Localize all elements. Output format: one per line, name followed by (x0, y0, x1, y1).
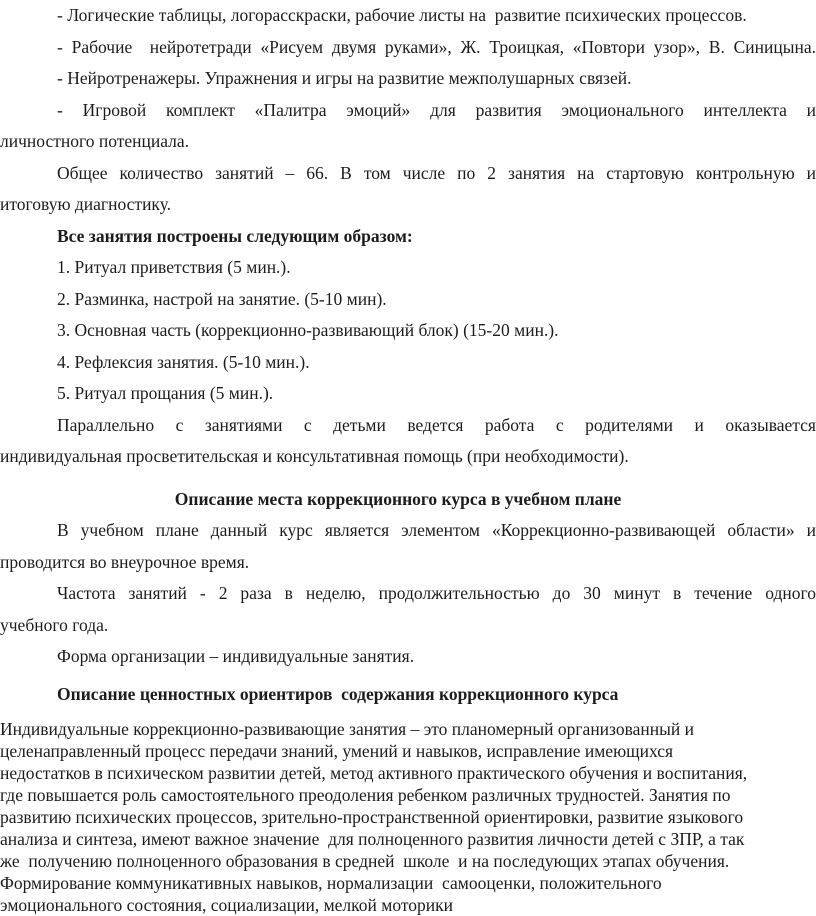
text-line: развитию психических процессов, зрительно-пространственной ориентировки, развитие языкового (0, 807, 744, 827)
text-line: - Рабочие нейротетради «Рисуем двумя руками», Ж. Троицкая, «Повтори узор», В. Синицына. (57, 36, 816, 57)
list-item-greeting-ritual (0, 252, 816, 284)
text-line: 1. Ритуал приветствия (5 мин.). (57, 257, 291, 277)
text-line: личностного потенциала. (0, 131, 190, 151)
para-curriculum-element (0, 515, 816, 578)
heading-course-place (0, 484, 816, 516)
para-lesson-structure-lead (0, 221, 816, 253)
text-line: 2. Разминка, настрой на занятие. (5-10 мин). (57, 288, 387, 309)
text-line: 4. Рефлексия занятия. (5-10 мин.). (57, 351, 310, 372)
para-organization-form (0, 641, 816, 673)
list-item-farewell-ritual (0, 378, 816, 410)
text-line: же получению полноценного образования в средней школе и на последующих этапах обучения. (0, 851, 730, 871)
text-line: эмоционального состояния, социализации, мелкой моторики (0, 895, 453, 915)
text-line: итоговую диагностику. (0, 194, 172, 214)
para-parents-work (0, 410, 816, 473)
text-line: 3. Основная часть (коррекционно-развивающий блок) (15-20 мин.). (57, 320, 559, 340)
text-line: Форма организации – индивидуальные занятия. (57, 646, 415, 666)
text-line: - Игровой комплект «Палитра эмоций» для развития эмоционального интеллекта и (57, 99, 816, 120)
text-line: недостатков в психическом развитии детей, метод активного практического обучения и воспитания, (0, 763, 748, 783)
list-item-logic-tables (0, 0, 816, 32)
text-line: Общее количество занятий – 66. В том числе по 2 занятия на стартовую контрольную и (57, 162, 816, 183)
text-line: целенаправленный процесс передачи знаний, умений и навыков, исправление имеющихся (0, 741, 674, 761)
text-line: Описание ценностных ориентиров содержания коррекционного курса (57, 683, 619, 704)
heading-value-orientations (0, 679, 816, 711)
text-line: Индивидуальные коррекционно-развивающие занятия – это планомерный организованный и (0, 719, 695, 739)
para-lesson-frequency (0, 578, 816, 641)
text-line: индивидуальная просветительская и консультативная помощь (при необходимости). (0, 446, 629, 466)
text-line: - Нейротренажеры. Упражнения и игры на развитие межполушарных связей. (57, 68, 632, 88)
text-line: учебного года. (0, 614, 109, 635)
list-item-neuro-trainers (0, 63, 816, 95)
text-line: Частота занятий - 2 раза в неделю, продолжительностью до 30 минут в течение одного (57, 583, 816, 603)
text-line: Параллельно с занятиями с детьми ведется работа с родителями и оказывается (57, 414, 816, 435)
para-individual-lessons-description (0, 718, 816, 916)
list-item-warmup (0, 284, 816, 316)
text-line: где повышается роль самостоятельного преодоления ребенком различных трудностей. Занятия по (0, 785, 731, 805)
text-line: - Логические таблицы, логорасскраски, рабочие листы на развитие психических процессов. (57, 5, 747, 25)
text-line: Формирование коммуникативных навыков, нормализации самооценки, положительного (0, 873, 662, 893)
text-line: Описание места коррекционного курса в учебном плане (174, 488, 622, 509)
list-item-emotion-palette (0, 95, 816, 158)
text-line: 5. Ритуал прощания (5 мин.). (57, 383, 274, 403)
list-item-neuro-notebooks (0, 32, 816, 64)
text-line: анализа и синтеза, имеют важное значение для полноценного развития личности детей с ЗПР, а так (0, 829, 745, 849)
text-line: Все занятия построены следующим образом: (57, 225, 413, 246)
list-item-reflection (0, 347, 816, 379)
text-line: В учебном плане данный курс является элементом «Коррекционно-развивающей области» и (57, 520, 816, 540)
text-line: проводится во внеурочное время. (0, 551, 250, 572)
list-item-main-part (0, 315, 816, 347)
para-total-lessons (0, 158, 816, 221)
